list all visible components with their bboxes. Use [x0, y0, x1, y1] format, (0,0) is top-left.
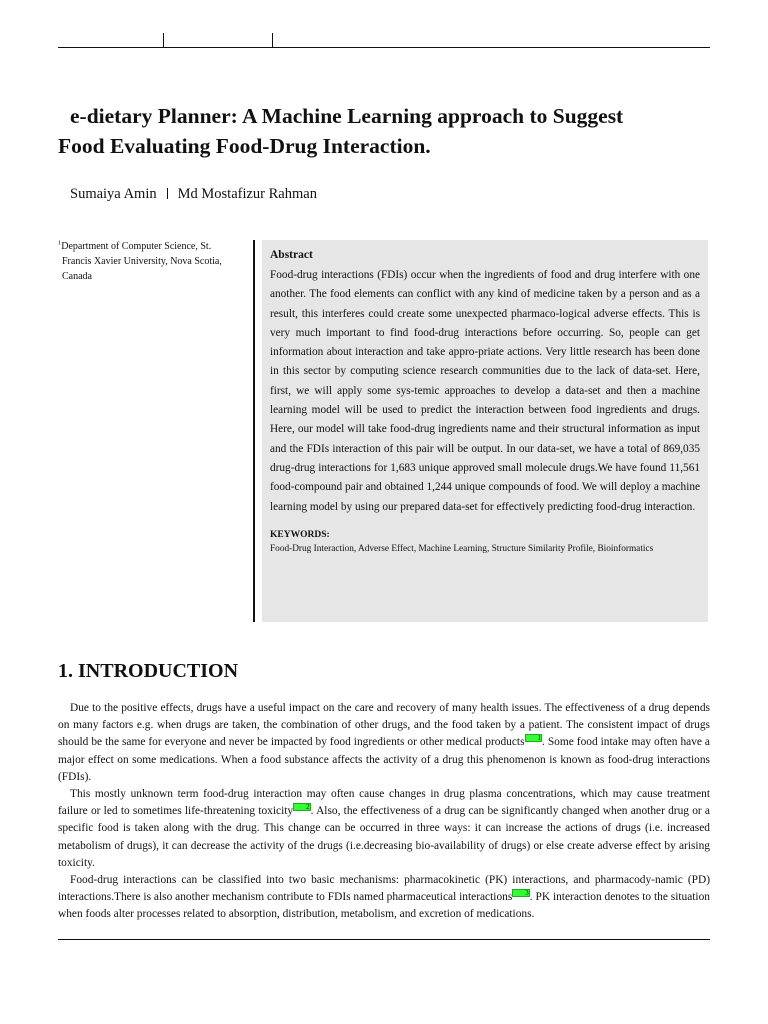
affiliation-line: Canada — [62, 271, 92, 283]
author-name: Sumaiya Amin — [70, 186, 157, 202]
paragraph — [58, 786, 710, 872]
paragraph-text: . Also, the effectiveness of a drug can be significantly changed when another drug or a specific food is taken along with the drug. This change can be occurred in three ways: it can increase the actions of drugs (i.e. increased metabolism of drugs), it can decrease the activity of the drugs (i.e.decreasing bio-availability of drugs) or else create adverse effect by arising toxicity. — [58, 805, 710, 869]
citation-link[interactable]: 2 — [293, 803, 311, 811]
header-rule — [58, 47, 710, 48]
footer-rule — [58, 939, 710, 940]
keywords-heading: KEYWORDS: — [270, 529, 330, 540]
affiliation-line: Department of Computer Science, St. — [61, 241, 212, 253]
author-name: Md Mostafizur Rahman — [177, 186, 317, 202]
affiliation-marker: 1 — [58, 240, 62, 247]
keywords-text: Food-Drug Interaction, Adverse Effect, Machine Learning, Structure Similarity Profile, Bioinformatics — [270, 543, 654, 554]
affiliation-line: Francis Xavier University, Nova Scotia, — [62, 256, 222, 268]
abstract-heading: Abstract — [270, 249, 313, 261]
affiliation — [58, 236, 240, 284]
paragraph-text: This mostly unknown term food-drug interaction may often cause changes in drug plasma concentrations, which may cause treatment failure or led to sometimes life-threatening toxicity — [58, 788, 710, 818]
paper-title — [58, 101, 718, 161]
header-tick-2 — [272, 33, 273, 47]
author-list — [70, 186, 317, 203]
abstract-box — [262, 240, 708, 622]
header-tick-1 — [163, 33, 164, 47]
column-divider — [253, 240, 255, 622]
paragraph — [58, 872, 710, 924]
paragraph-text: . PK interaction denotes to the situation when foods alter processes related to absorption, distribution, metabolism, and excretion of medications. — [58, 891, 710, 921]
author-separator — [167, 188, 168, 199]
citation-link[interactable]: 3 — [512, 889, 530, 897]
section-body — [58, 700, 710, 924]
paragraph — [58, 700, 710, 786]
paragraph-text: . Some food intake may often have a major effect on some medications. When a food substance affects the activity of a drug this phenomenon is known as food-drug interactions (FDIs). — [58, 736, 710, 783]
section-heading: 1. INTRODUCTION — [58, 660, 239, 682]
paragraph-text: Food-drug interactions can be classified into two basic mechanisms: pharmacokinetic (PK) interactions, and pharmacody-namic (PD) interactions.There is also another mechanism contribute to FDIs named pharmaceutical interactions — [58, 874, 710, 904]
title-line-2: Food Evaluating Food-Drug Interaction. — [58, 134, 431, 158]
abstract-text: Food-drug interactions (FDIs) occur when the ingredients of food and drug interfere with one another. The food elements can conflict with any kind of medicine taken by a person and as a result, this interferes could create some unexpected pharmaco-logical adverse effects. This is very much important to find food-drug interactions before occurring. So, people can get information about interaction and take appro-priate actions. Very little research has been done in this sector by computing science research communities due to the lack of data-set. Here, first, we will apply some sys-temic approaches to develop a data-set and then a machine learning model will be used to predict the interaction between food ingredients and drugs. Here, our model will take food-drug ingredients name and their structural information as input and the FDIs interaction of this pair will be output. In our data-set, we have a total of 869,035 drug-drug interactions for 1,683 unique approved small molecule drugs.We have found 11,561 food-compound pair and obtained 1,244 unique compounds of food. We will deploy a machine learning model by using our prepared data-set for effectively predicting food-drug interaction. — [270, 269, 700, 513]
paragraph-text: Due to the positive effects, drugs have a useful impact on the care and recovery of many health issues. The effectiveness of a drug depends on many factors e.g. when drugs are taken, the combination of other drugs, and the food taken by a patient. The consistent impact of drugs should be the same for everyone and never be impacted by food ingredients or other medical products — [58, 702, 710, 749]
title-line-1: e-dietary Planner: A Machine Learning approach to Suggest — [70, 104, 624, 128]
citation-link[interactable]: 1 — [525, 734, 543, 742]
